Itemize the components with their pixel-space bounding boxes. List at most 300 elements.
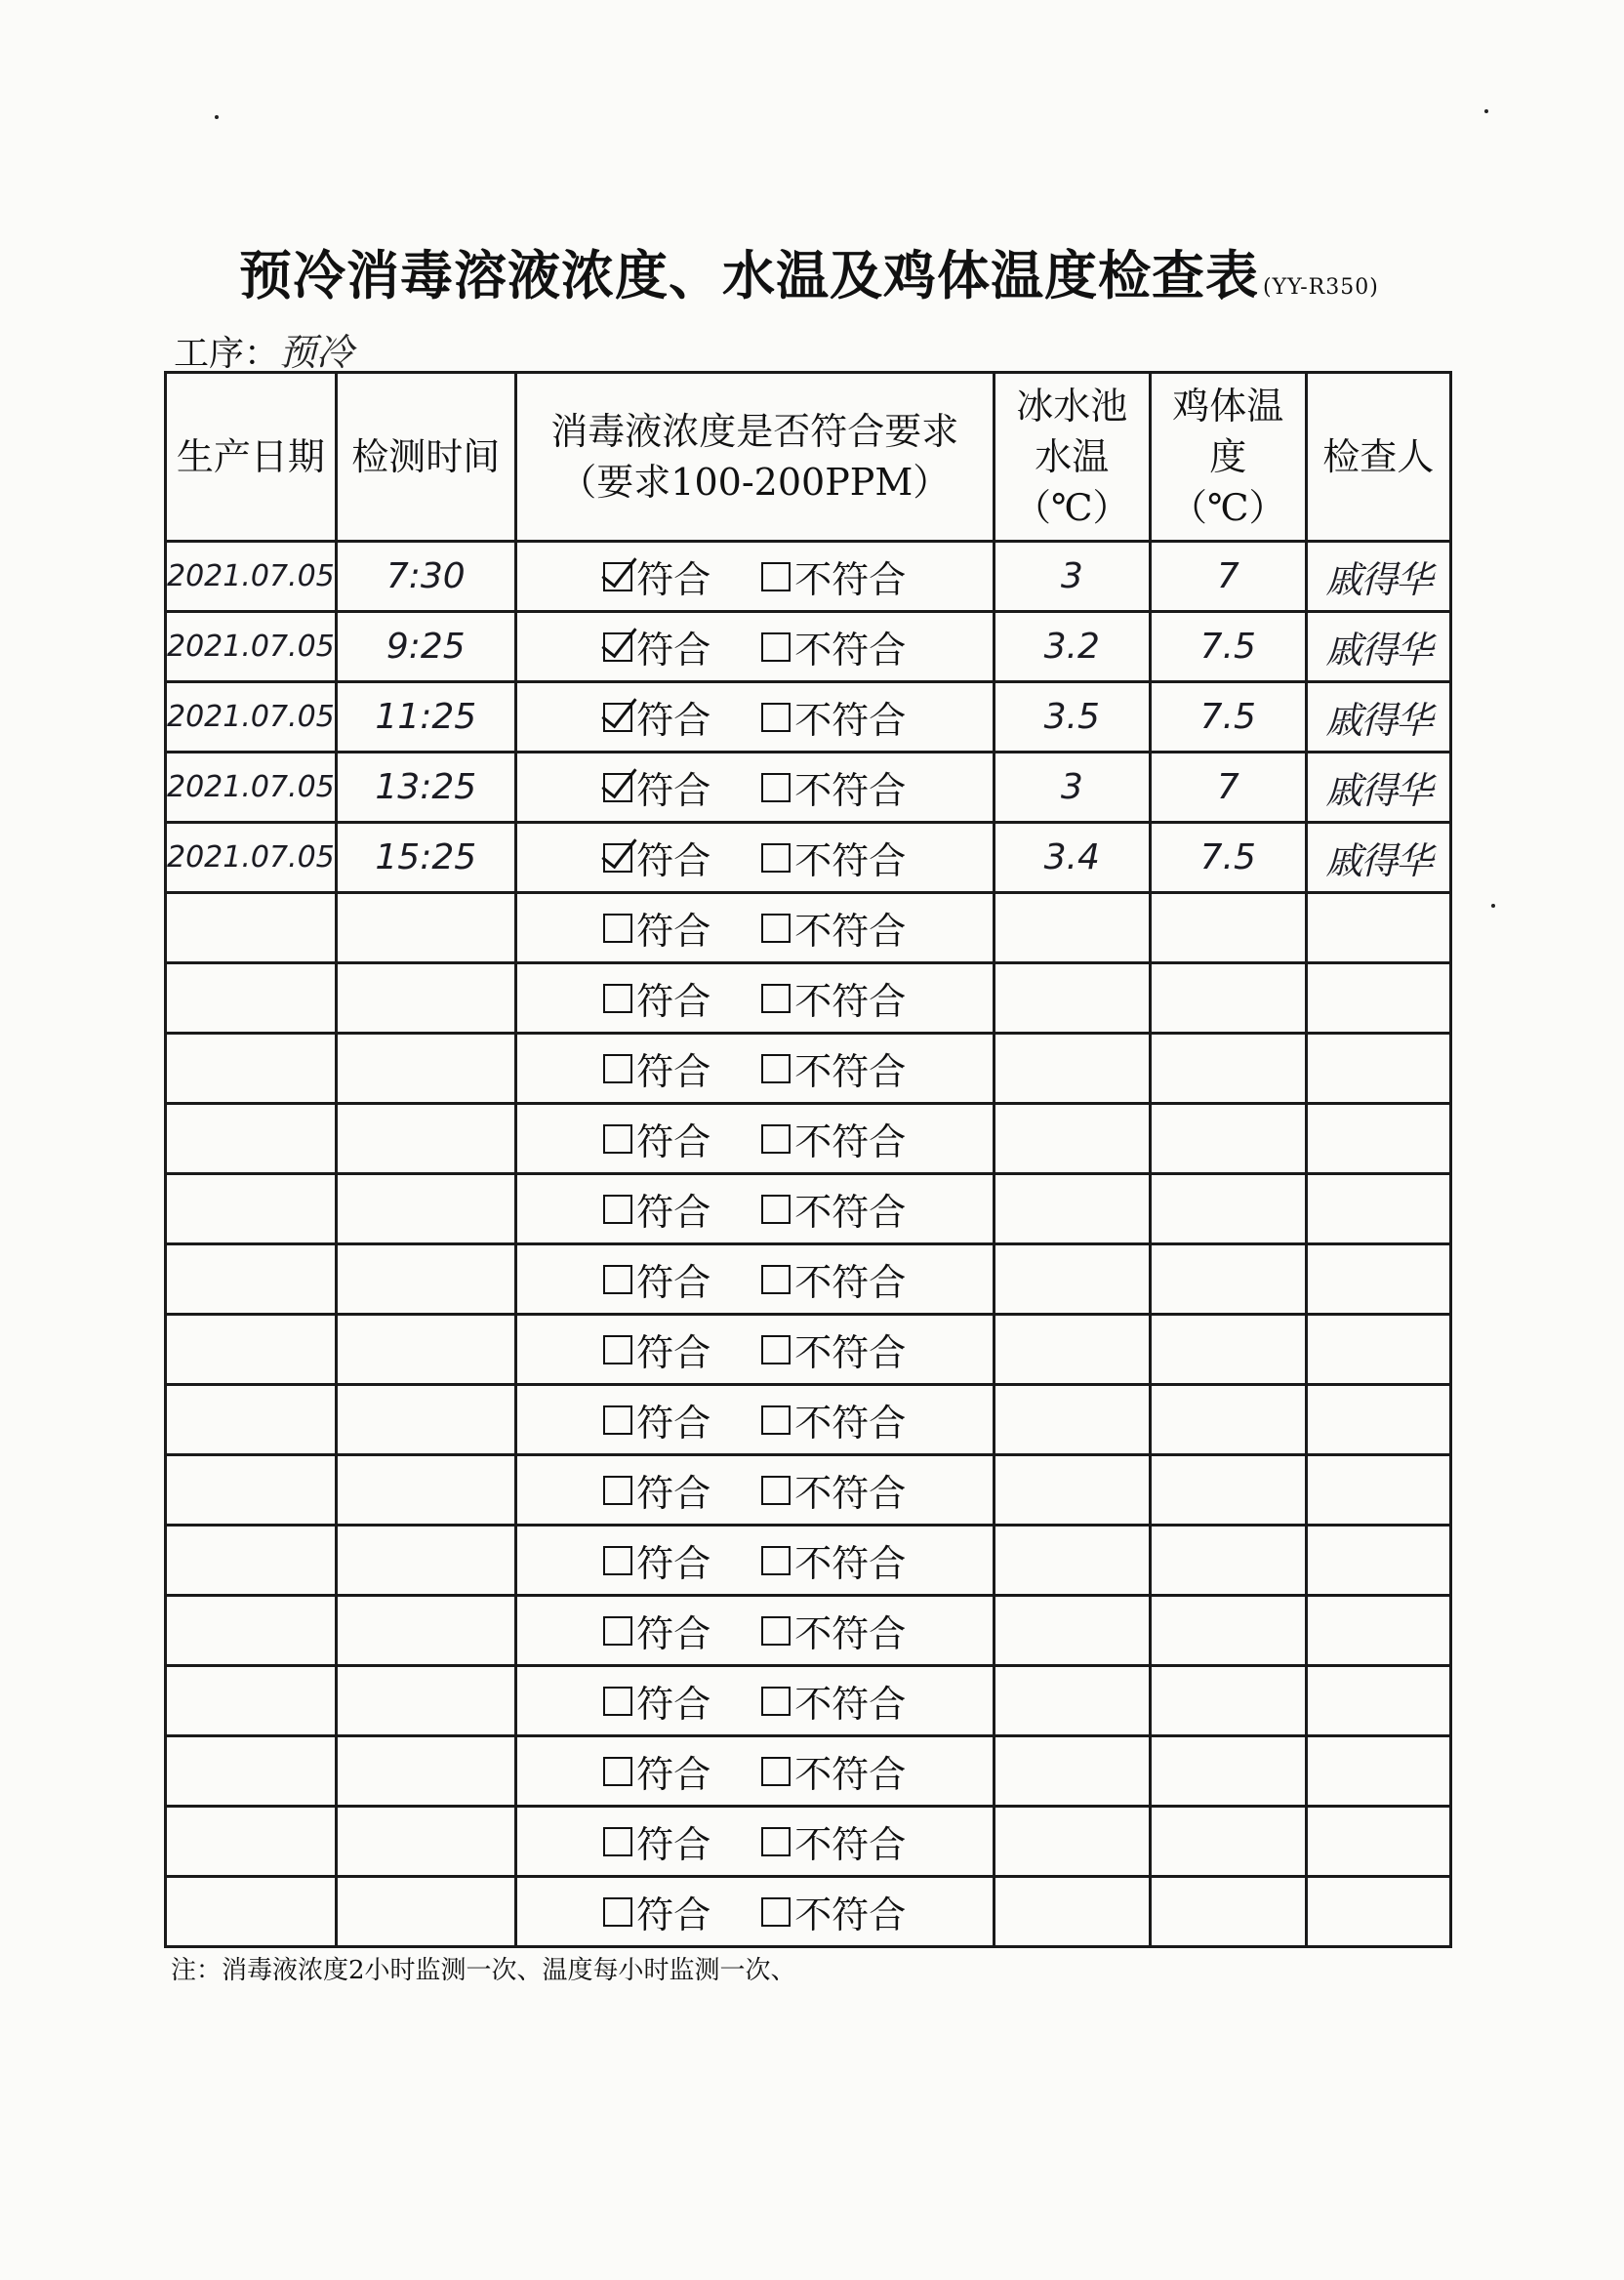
cell-date[interactable]	[166, 823, 337, 893]
cell-body-temp[interactable]	[1150, 1034, 1306, 1104]
cell-concentration	[515, 682, 994, 753]
pass-option[interactable]	[603, 1885, 710, 1938]
header-date: 生产日期	[166, 373, 337, 542]
pass-option[interactable]	[603, 1674, 710, 1728]
cell-date[interactable]	[166, 1736, 337, 1807]
cell-pool-temp[interactable]	[994, 612, 1150, 682]
cell-time[interactable]	[336, 542, 515, 612]
fail-label: 不符合	[794, 1120, 907, 1163]
cell-pool-temp[interactable]	[994, 1034, 1150, 1104]
fail-option[interactable]	[761, 1744, 906, 1798]
pass-option[interactable]	[603, 1744, 710, 1798]
table-row	[166, 753, 1451, 823]
cell-concentration	[515, 1174, 994, 1244]
cell-body-temp[interactable]	[1150, 1807, 1306, 1877]
cell-date[interactable]	[166, 1174, 337, 1244]
paper-speck	[215, 115, 219, 119]
cell-time[interactable]	[336, 1385, 515, 1455]
fail-checkbox[interactable]	[761, 1827, 791, 1856]
table-row	[166, 1877, 1451, 1947]
date-value: 2021.07.05	[167, 840, 335, 875]
cell-inspector[interactable]	[1306, 1034, 1450, 1104]
pass-label: 符合	[636, 1331, 711, 1374]
body-temp-value: 7.5	[1199, 837, 1256, 877]
header-pool-temp	[994, 373, 1150, 542]
pass-option[interactable]	[603, 1814, 710, 1868]
fail-label: 不符合	[794, 839, 907, 882]
time-value: 15:25	[375, 837, 477, 877]
fail-option[interactable]	[761, 971, 906, 1025]
cell-time[interactable]	[336, 1877, 515, 1947]
pass-option[interactable]	[603, 1533, 710, 1587]
cell-inspector[interactable]	[1306, 1666, 1450, 1736]
fail-option[interactable]	[761, 1814, 906, 1868]
fail-option[interactable]	[761, 831, 906, 884]
header-body-line1: 鸡体温	[1172, 385, 1284, 428]
pass-option[interactable]	[603, 971, 710, 1025]
cell-pool-temp[interactable]	[994, 542, 1150, 612]
cell-date[interactable]	[166, 682, 337, 753]
cell-date[interactable]	[166, 1455, 337, 1526]
cell-pool-temp[interactable]	[994, 753, 1150, 823]
pass-option[interactable]	[603, 1393, 710, 1446]
pass-label: 符合	[636, 1050, 711, 1093]
cell-time[interactable]	[336, 1526, 515, 1596]
cell-time[interactable]	[336, 1174, 515, 1244]
cell-date[interactable]	[166, 542, 337, 612]
cell-pool-temp[interactable]	[994, 1455, 1150, 1526]
table-row	[166, 1455, 1451, 1526]
fail-option[interactable]	[761, 1323, 906, 1376]
cell-pool-temp[interactable]	[994, 1807, 1150, 1877]
cell-pool-temp[interactable]	[994, 893, 1150, 963]
cell-body-temp[interactable]	[1150, 1666, 1306, 1736]
cell-inspector[interactable]	[1306, 542, 1450, 612]
cell-inspector[interactable]	[1306, 753, 1450, 823]
cell-pool-temp[interactable]	[994, 1385, 1150, 1455]
cell-inspector[interactable]	[1306, 1736, 1450, 1807]
fail-label: 不符合	[794, 980, 907, 1023]
pass-label: 符合	[636, 1191, 711, 1234]
header-pool-line2: 水温	[1035, 435, 1110, 478]
cell-pool-temp[interactable]	[994, 1736, 1150, 1807]
cell-time[interactable]	[336, 1455, 515, 1526]
cell-body-temp[interactable]	[1150, 542, 1306, 612]
fail-option[interactable]	[761, 1674, 906, 1728]
fail-checkbox[interactable]	[761, 1476, 791, 1505]
pass-checkbox[interactable]	[603, 632, 632, 662]
cell-time[interactable]	[336, 682, 515, 753]
header-pool-unit: （℃）	[1014, 486, 1130, 529]
fail-checkbox[interactable]	[761, 1897, 791, 1927]
cell-body-temp[interactable]	[1150, 1385, 1306, 1455]
table-row	[166, 823, 1451, 893]
body-temp-value: 7	[1216, 767, 1239, 807]
pass-label: 符合	[636, 1823, 711, 1866]
fail-label: 不符合	[794, 699, 907, 742]
inspection-table	[164, 371, 1452, 1948]
fail-option[interactable]	[761, 620, 906, 673]
fail-option[interactable]	[761, 760, 906, 814]
body-temp-value: 7.5	[1199, 627, 1256, 667]
cell-pool-temp[interactable]	[994, 1104, 1150, 1174]
cell-concentration	[515, 963, 994, 1034]
cell-concentration	[515, 893, 994, 963]
body-temp-value: 7.5	[1199, 697, 1256, 737]
cell-time[interactable]	[336, 1736, 515, 1807]
fail-label: 不符合	[794, 1472, 907, 1515]
pass-label: 符合	[636, 558, 711, 601]
pass-checkbox[interactable]	[603, 1616, 632, 1646]
cell-time[interactable]	[336, 1244, 515, 1315]
time-value: 9:25	[386, 627, 466, 667]
fail-label: 不符合	[794, 1753, 907, 1796]
cell-body-temp[interactable]	[1150, 1315, 1306, 1385]
cell-date[interactable]	[166, 893, 337, 963]
process-label: 工序：	[174, 334, 280, 374]
fail-checkbox[interactable]	[761, 773, 791, 802]
pass-checkbox[interactable]	[603, 562, 632, 591]
pool-temp-value: 3	[1060, 767, 1083, 807]
cell-time[interactable]	[336, 612, 515, 682]
cell-inspector[interactable]	[1306, 1455, 1450, 1526]
cell-body-temp[interactable]	[1150, 1877, 1306, 1947]
pass-checkbox[interactable]	[603, 843, 632, 873]
pass-label: 符合	[636, 1542, 711, 1585]
cell-body-temp[interactable]	[1150, 1596, 1306, 1666]
fail-label: 不符合	[794, 1261, 907, 1304]
pass-checkbox[interactable]	[603, 1195, 632, 1224]
cell-concentration	[515, 1455, 994, 1526]
pass-checkbox[interactable]	[603, 1265, 632, 1294]
fail-label: 不符合	[794, 1331, 907, 1374]
pass-option[interactable]	[603, 1252, 710, 1306]
cell-concentration	[515, 1666, 994, 1736]
cell-concentration	[515, 1385, 994, 1455]
form-title-text: 预冷消毒溶液浓度、水温及鸡体温度检查表	[239, 244, 1259, 306]
cell-body-temp[interactable]	[1150, 823, 1306, 893]
pass-checkbox[interactable]	[603, 703, 632, 732]
fail-label: 不符合	[794, 1542, 907, 1585]
cell-body-temp[interactable]	[1150, 1104, 1306, 1174]
pass-option[interactable]	[603, 901, 710, 955]
cell-time[interactable]	[336, 1666, 515, 1736]
pass-checkbox[interactable]	[603, 1546, 632, 1575]
cell-inspector[interactable]	[1306, 1526, 1450, 1596]
fail-option[interactable]	[761, 1182, 906, 1236]
cell-body-temp[interactable]	[1150, 893, 1306, 963]
table-row	[166, 542, 1451, 612]
cell-concentration	[515, 612, 994, 682]
cell-body-temp[interactable]	[1150, 963, 1306, 1034]
date-value: 2021.07.05	[167, 630, 335, 664]
pass-checkbox[interactable]	[603, 1124, 632, 1154]
fail-checkbox[interactable]	[761, 1546, 791, 1575]
fail-checkbox[interactable]	[761, 1335, 791, 1364]
cell-inspector[interactable]	[1306, 893, 1450, 963]
pool-temp-value: 3.4	[1043, 837, 1100, 877]
pass-checkbox[interactable]	[603, 1405, 632, 1435]
cell-date[interactable]	[166, 1315, 337, 1385]
cell-concentration	[515, 1315, 994, 1385]
fail-checkbox[interactable]	[761, 984, 791, 1013]
fail-option[interactable]	[761, 1885, 906, 1938]
form-title	[239, 234, 1379, 309]
fail-label: 不符合	[794, 769, 907, 812]
pass-option[interactable]	[603, 1604, 710, 1657]
fail-option[interactable]	[761, 550, 906, 603]
pass-label: 符合	[636, 1893, 711, 1936]
cell-pool-temp[interactable]	[994, 1596, 1150, 1666]
pass-option[interactable]	[603, 1112, 710, 1165]
date-value: 2021.07.05	[167, 559, 335, 593]
pass-option[interactable]	[603, 760, 710, 814]
cell-date[interactable]	[166, 1807, 337, 1877]
cell-date[interactable]	[166, 1385, 337, 1455]
cell-pool-temp[interactable]	[994, 1244, 1150, 1315]
cell-pool-temp[interactable]	[994, 1315, 1150, 1385]
cell-inspector[interactable]	[1306, 1104, 1450, 1174]
pass-checkbox[interactable]	[603, 1687, 632, 1716]
cell-date[interactable]	[166, 1666, 337, 1736]
cell-date[interactable]	[166, 963, 337, 1034]
fail-checkbox[interactable]	[761, 1757, 791, 1786]
fail-option[interactable]	[761, 1252, 906, 1306]
fail-option[interactable]	[761, 690, 906, 744]
table-header-row	[166, 373, 1451, 542]
time-value: 7:30	[386, 556, 466, 596]
cell-inspector[interactable]	[1306, 1315, 1450, 1385]
fail-option[interactable]	[761, 1463, 906, 1517]
fail-option[interactable]	[761, 1112, 906, 1165]
cell-pool-temp[interactable]	[994, 963, 1150, 1034]
cell-body-temp[interactable]	[1150, 753, 1306, 823]
pass-label: 符合	[636, 1120, 711, 1163]
fail-label: 不符合	[794, 1893, 907, 1936]
fail-checkbox[interactable]	[761, 1054, 791, 1083]
header-concentration-line1: 消毒液浓度是否符合要求	[550, 410, 959, 453]
cell-date[interactable]	[166, 1877, 337, 1947]
cell-time[interactable]	[336, 1034, 515, 1104]
fail-checkbox[interactable]	[761, 914, 791, 943]
cell-inspector[interactable]	[1306, 612, 1450, 682]
cell-inspector[interactable]	[1306, 1174, 1450, 1244]
table-row	[166, 612, 1451, 682]
fail-label: 不符合	[794, 1823, 907, 1866]
cell-inspector[interactable]	[1306, 1385, 1450, 1455]
pass-label: 符合	[636, 839, 711, 882]
cell-date[interactable]	[166, 1034, 337, 1104]
table-row	[166, 1596, 1451, 1666]
cell-concentration	[515, 1104, 994, 1174]
pass-checkbox[interactable]	[603, 773, 632, 802]
process-value: 预冷	[279, 331, 354, 374]
cell-concentration	[515, 1736, 994, 1807]
date-value: 2021.07.05	[167, 770, 335, 804]
cell-time[interactable]	[336, 1104, 515, 1174]
fail-checkbox[interactable]	[761, 1405, 791, 1435]
cell-date[interactable]	[166, 1104, 337, 1174]
cell-concentration	[515, 1807, 994, 1877]
cell-pool-temp[interactable]	[994, 1526, 1150, 1596]
cell-pool-temp[interactable]	[994, 823, 1150, 893]
process-line	[174, 322, 353, 376]
paper-speck	[1484, 109, 1488, 113]
cell-time[interactable]	[336, 753, 515, 823]
fail-label: 不符合	[794, 1402, 907, 1445]
cell-body-temp[interactable]	[1150, 1736, 1306, 1807]
pass-option[interactable]	[603, 550, 710, 603]
pass-label: 符合	[636, 769, 711, 812]
fail-checkbox[interactable]	[761, 1687, 791, 1716]
pass-label: 符合	[636, 1472, 711, 1515]
cell-body-temp[interactable]	[1150, 1174, 1306, 1244]
table-row	[166, 963, 1451, 1034]
header-body-unit: （℃）	[1170, 486, 1286, 529]
time-value: 11:25	[375, 697, 477, 737]
cell-concentration	[515, 753, 994, 823]
fail-checkbox[interactable]	[761, 703, 791, 732]
cell-date[interactable]	[166, 1596, 337, 1666]
pass-label: 符合	[636, 980, 711, 1023]
header-body-line2: 度	[1209, 435, 1247, 478]
cell-time[interactable]	[336, 823, 515, 893]
pass-option[interactable]	[603, 620, 710, 673]
cell-inspector[interactable]	[1306, 682, 1450, 753]
fail-checkbox[interactable]	[761, 632, 791, 662]
cell-inspector[interactable]	[1306, 963, 1450, 1034]
pass-label: 符合	[636, 1612, 711, 1655]
header-concentration	[515, 373, 994, 542]
fail-checkbox[interactable]	[761, 1616, 791, 1646]
cell-date[interactable]	[166, 612, 337, 682]
cell-concentration	[515, 1596, 994, 1666]
cell-pool-temp[interactable]	[994, 1877, 1150, 1947]
table-row	[166, 893, 1451, 963]
cell-time[interactable]	[336, 1596, 515, 1666]
cell-body-temp[interactable]	[1150, 1455, 1306, 1526]
pass-label: 符合	[636, 1753, 711, 1796]
pass-checkbox[interactable]	[603, 914, 632, 943]
table-row	[166, 682, 1451, 753]
fail-label: 不符合	[794, 1050, 907, 1093]
cell-time[interactable]	[336, 963, 515, 1034]
table-row	[166, 1315, 1451, 1385]
footnote: 注：消毒液浓度2小时监测一次、温度每小时监测一次、	[171, 1956, 796, 1985]
cell-date[interactable]	[166, 1526, 337, 1596]
fail-option[interactable]	[761, 1533, 906, 1587]
pool-temp-value: 3	[1060, 556, 1083, 596]
pass-checkbox[interactable]	[603, 1054, 632, 1083]
fail-checkbox[interactable]	[761, 1124, 791, 1154]
cell-date[interactable]	[166, 1244, 337, 1315]
cell-concentration	[515, 1526, 994, 1596]
header-pool-line1: 冰水池	[1016, 385, 1128, 428]
pass-option[interactable]	[603, 1463, 710, 1517]
fail-checkbox[interactable]	[761, 1265, 791, 1294]
table-row	[166, 1174, 1451, 1244]
pass-option[interactable]	[603, 690, 710, 744]
cell-concentration	[515, 1877, 994, 1947]
cell-pool-temp[interactable]	[994, 1666, 1150, 1736]
pass-checkbox[interactable]	[603, 1897, 632, 1927]
table-row	[166, 1807, 1451, 1877]
cell-inspector[interactable]	[1306, 1807, 1450, 1877]
body-temp-value: 7	[1216, 556, 1239, 596]
pass-checkbox[interactable]	[603, 984, 632, 1013]
table-row	[166, 1034, 1451, 1104]
table-row	[166, 1526, 1451, 1596]
fail-label: 不符合	[794, 910, 907, 953]
fail-checkbox[interactable]	[761, 843, 791, 873]
header-time: 检测时间	[336, 373, 515, 542]
pass-option[interactable]	[603, 831, 710, 884]
cell-date[interactable]	[166, 753, 337, 823]
cell-concentration	[515, 1244, 994, 1315]
inspector-signature: 戚得华	[1325, 769, 1432, 812]
cell-body-temp[interactable]	[1150, 1244, 1306, 1315]
pass-checkbox[interactable]	[603, 1827, 632, 1856]
fail-option[interactable]	[761, 1041, 906, 1095]
cell-time[interactable]	[336, 1807, 515, 1877]
cell-inspector[interactable]	[1306, 1244, 1450, 1315]
pass-label: 符合	[636, 629, 711, 672]
table-row	[166, 1666, 1451, 1736]
fail-option[interactable]	[761, 901, 906, 955]
pass-option[interactable]	[603, 1041, 710, 1095]
pass-label: 符合	[636, 699, 711, 742]
cell-body-temp[interactable]	[1150, 612, 1306, 682]
pass-checkbox[interactable]	[603, 1757, 632, 1786]
table-row	[166, 1385, 1451, 1455]
cell-pool-temp[interactable]	[994, 682, 1150, 753]
fail-option[interactable]	[761, 1393, 906, 1446]
cell-inspector[interactable]	[1306, 1596, 1450, 1666]
cell-body-temp[interactable]	[1150, 1526, 1306, 1596]
cell-concentration	[515, 542, 994, 612]
fail-option[interactable]	[761, 1604, 906, 1657]
fail-checkbox[interactable]	[761, 1195, 791, 1224]
cell-time[interactable]	[336, 1315, 515, 1385]
cell-concentration	[515, 1034, 994, 1104]
cell-inspector[interactable]	[1306, 1877, 1450, 1947]
date-value: 2021.07.05	[167, 700, 335, 734]
header-body-temp	[1150, 373, 1306, 542]
pass-option[interactable]	[603, 1323, 710, 1376]
table-row	[166, 1736, 1451, 1807]
cell-concentration	[515, 823, 994, 893]
header-concentration-line2: （要求100-200PPM）	[559, 461, 951, 504]
fail-checkbox[interactable]	[761, 562, 791, 591]
pass-label: 符合	[636, 1261, 711, 1304]
pass-option[interactable]	[603, 1182, 710, 1236]
pass-label: 符合	[636, 1683, 711, 1726]
pool-temp-value: 3.2	[1043, 627, 1100, 667]
fail-label: 不符合	[794, 1191, 907, 1234]
fail-label: 不符合	[794, 558, 907, 601]
fail-label: 不符合	[794, 1683, 907, 1726]
pass-checkbox[interactable]	[603, 1335, 632, 1364]
inspector-signature: 戚得华	[1325, 839, 1432, 882]
cell-time[interactable]	[336, 893, 515, 963]
cell-body-temp[interactable]	[1150, 682, 1306, 753]
header-inspector: 检查人	[1306, 373, 1450, 542]
cell-pool-temp[interactable]	[994, 1174, 1150, 1244]
pass-checkbox[interactable]	[603, 1476, 632, 1505]
table-row	[166, 1244, 1451, 1315]
cell-inspector[interactable]	[1306, 823, 1450, 893]
time-value: 13:25	[375, 767, 477, 807]
